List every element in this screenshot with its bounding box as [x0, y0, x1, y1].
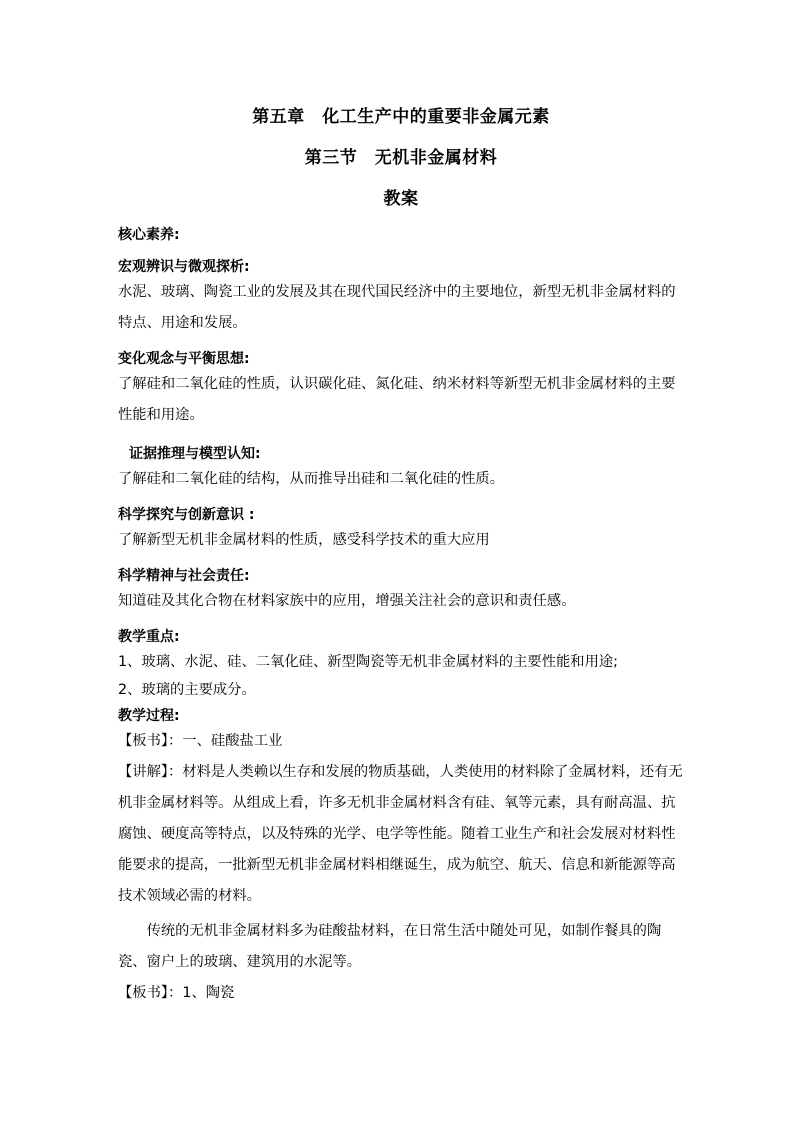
macro-micro-heading: 宏观辨识与微观探析:: [118, 259, 250, 275]
inquiry-innovation-text: 了解新型无机非金属材料的性质，感受科学技术的重大应用: [118, 532, 490, 548]
key-points-heading: 教学重点:: [118, 629, 180, 645]
evidence-model-heading: 证据推理与模型认知:: [129, 446, 261, 462]
evidence-model-text: 了解硅和二氧化硅的结构，从而推导出硅和二氧化硅的性质。: [118, 471, 505, 487]
change-balance-text: 了解硅和二氧化硅的性质，认识碳化硅、氮化硅、纳米材料等新型无机非金属材料的主要性能和用途。: [118, 376, 676, 423]
board-text: ：一、硅酸盐工业: [168, 733, 283, 749]
board-note-1: [118, 726, 684, 757]
board-text: ：1、陶瓷: [168, 985, 235, 1001]
board-tag: 【板书】: [118, 733, 169, 749]
macro-micro-text: 水泥、玻璃、陶瓷工业的发展及其在现代国民经济中的主要地位，新型无机非金属材料的特点、用途和发展。: [118, 284, 676, 331]
change-balance-heading: 变化观念与平衡思想:: [118, 351, 250, 367]
lecture-paragraph: [118, 757, 684, 912]
spirit-responsibility-text: 知道硅及其化合物在材料家族中的应用，增强关注社会的意识和责任感。: [118, 593, 576, 609]
section-title: 第三节 无机非金属材料: [304, 148, 498, 168]
board-tag: 【板书】: [118, 985, 169, 1001]
traditional-materials-paragraph: 传统的无机非金属材料多为硅酸盐材料，在日常生活中随处可见，如制作餐具的陶瓷、窗户上的玻璃、建筑用的水泥等。: [118, 923, 662, 970]
document-type-title: 教案: [383, 189, 419, 209]
core-literacy-heading: 核心素养:: [118, 227, 180, 243]
lecture-text: ：材料是人类赖以生存和发展的物质基础，人类使用的材料除了金属材料，还有无机非金属材料等。从组成上看，许多无机非金属材料含有硅、氧等元素，具有耐高温、抗腐蚀、硬度高等特点，以及特殊的光学、电学等性能。随着工业生产和社会发展对材料性能要求的提高，一批新型无机非金属材料相继诞生，成为航空、航天、信息和新能源等高技术领域必需的材料。: [118, 764, 683, 904]
spirit-responsibility-heading: 科学精神与社会责任:: [118, 568, 250, 584]
chapter-title: 第五章 化工生产中的重要非金属元素: [252, 107, 550, 127]
teaching-process-heading: 教学过程:: [118, 708, 180, 724]
board-note-2: [118, 978, 684, 1009]
key-point-item: 2、玻璃的主要成分。: [118, 682, 256, 698]
lecture-tag: 【讲解】: [118, 764, 169, 780]
inquiry-innovation-heading: 科学探究与创新意识 :: [118, 507, 255, 523]
key-point-item: 1、玻璃、水泥、硅、二氧化硅、新型陶瓷等无机非金属材料的主要性能和用途;: [118, 654, 619, 670]
document-content: [118, 105, 684, 1009]
